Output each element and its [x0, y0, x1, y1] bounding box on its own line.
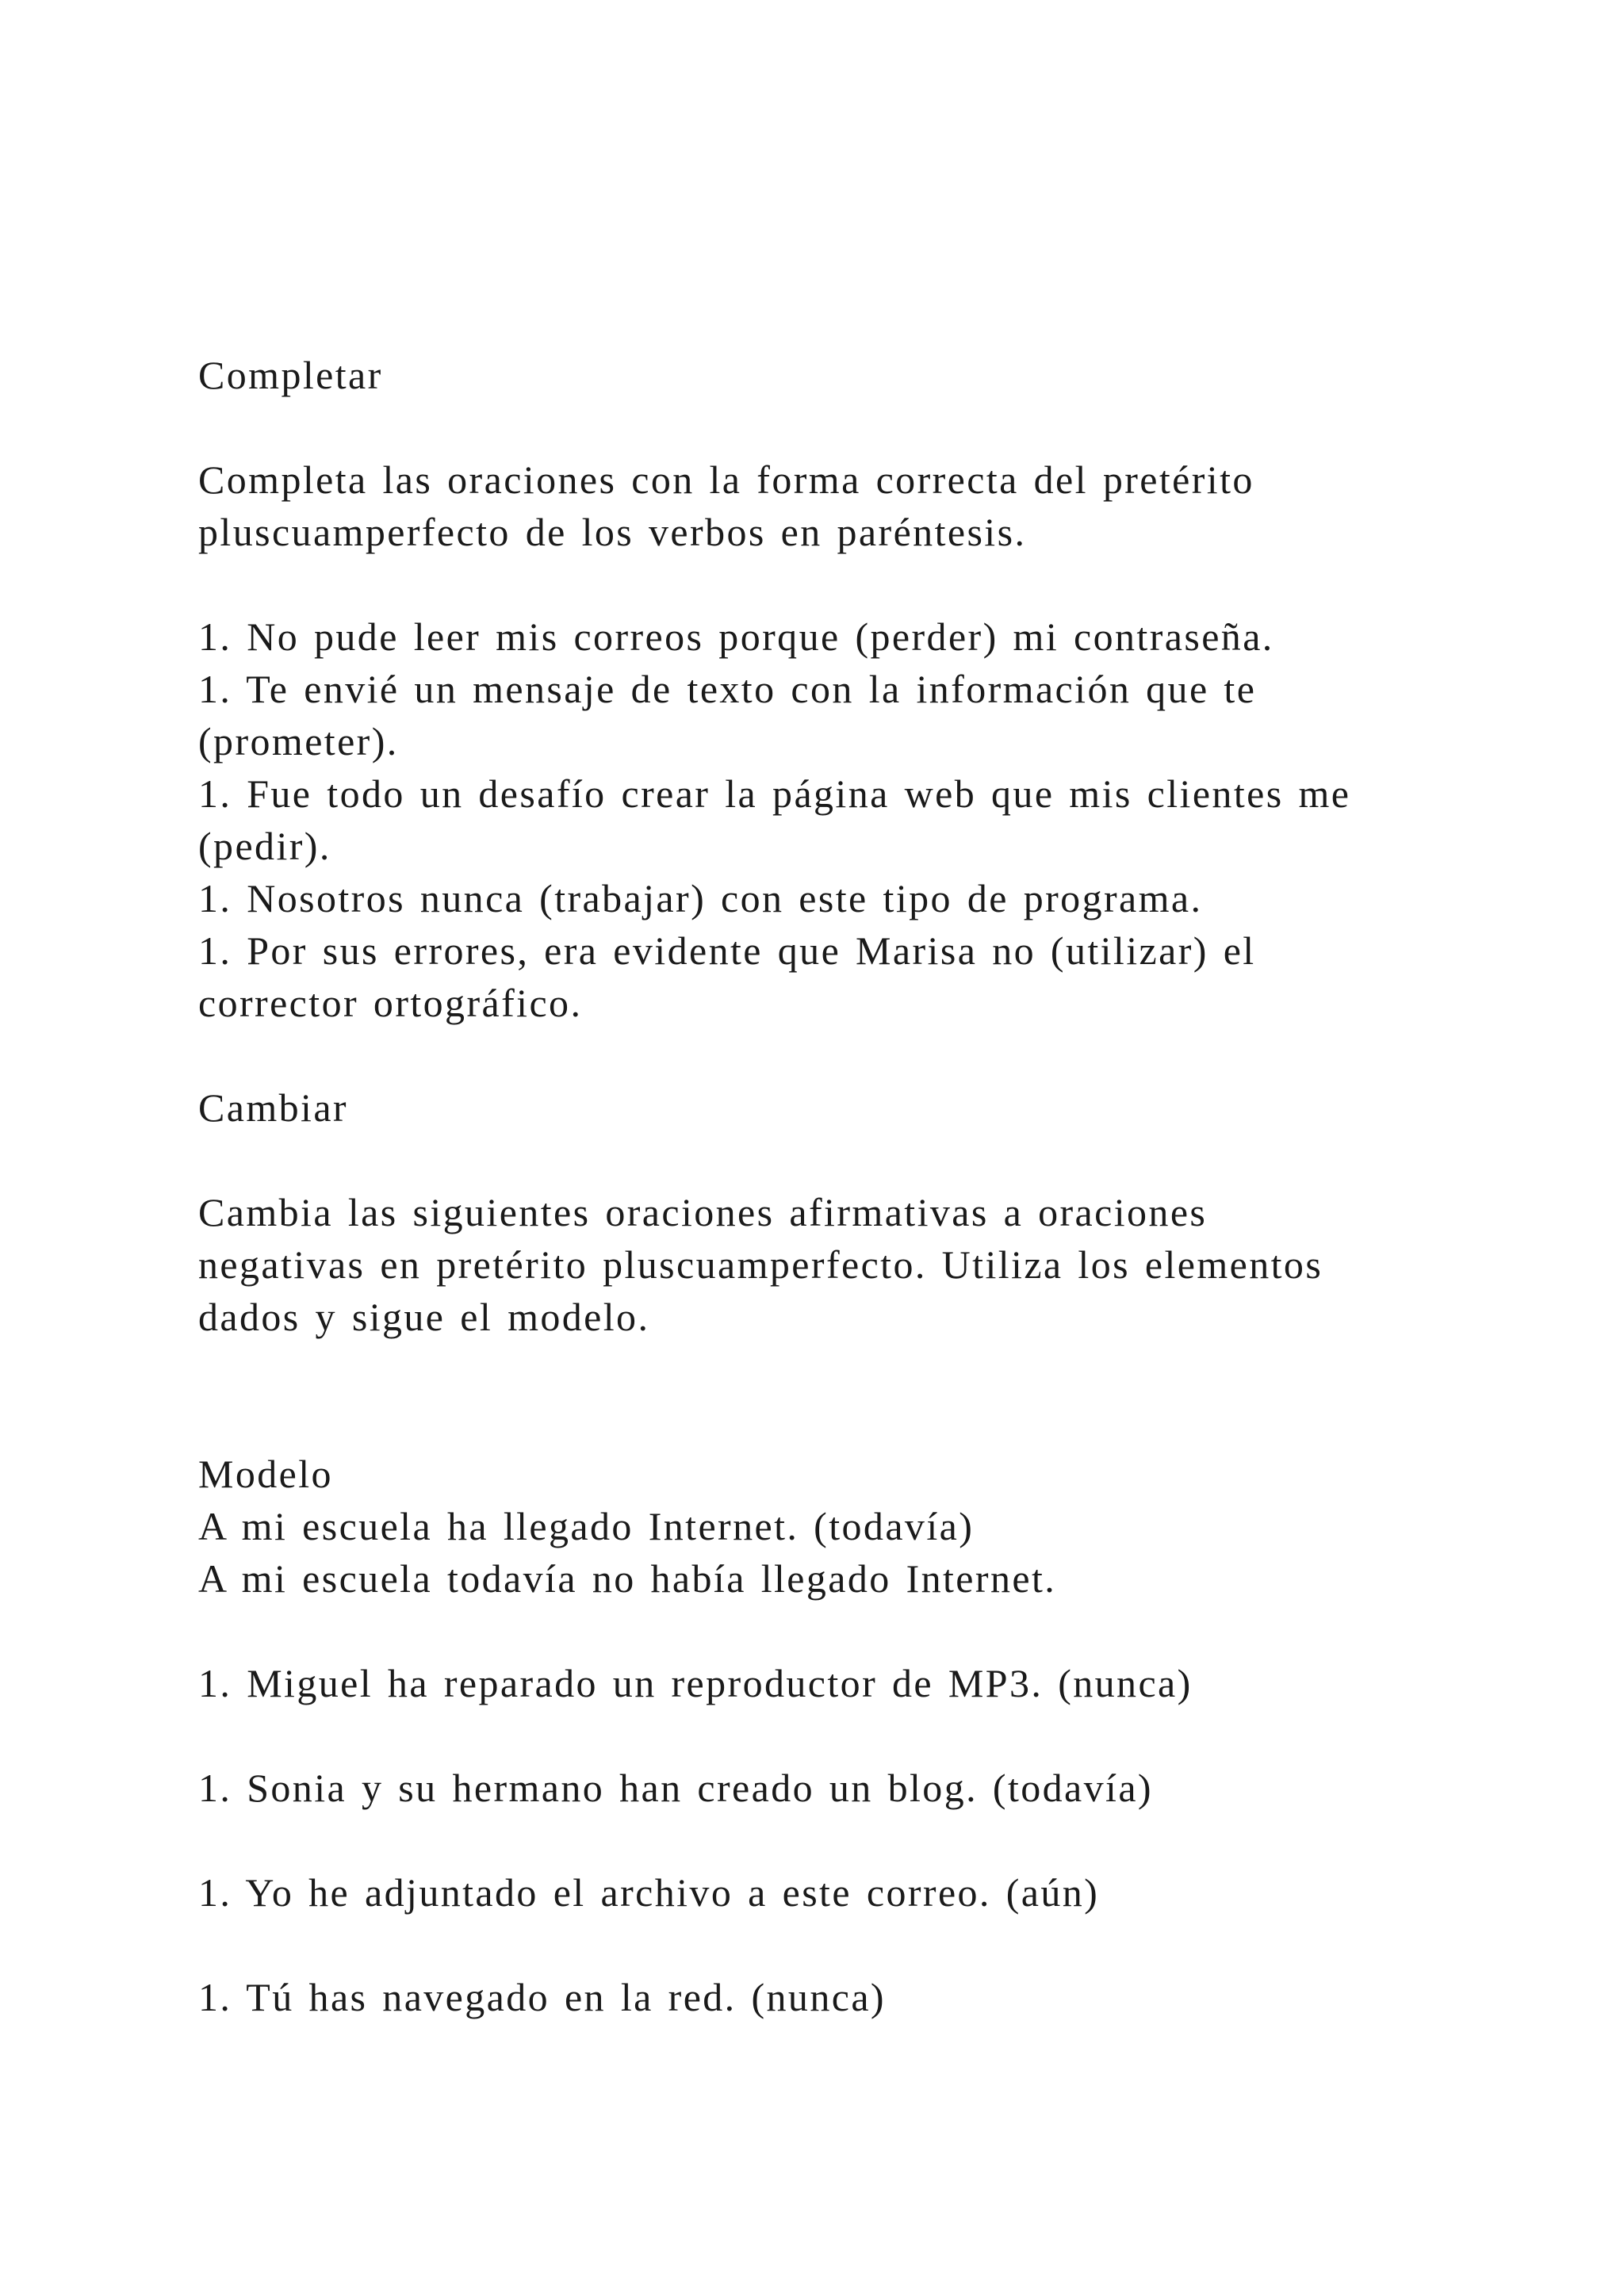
model-example: A mi escuela ha llegado Internet. (todavía) [198, 1504, 975, 1548]
instruction-line: Completa las oraciones con la forma correcta del pretérito [198, 457, 1254, 502]
exercise-item: 1. Yo he adjuntado el archivo a este correo. (aún) [198, 1870, 1100, 1915]
spacer [198, 1343, 1435, 1448]
model-label: Modelo [198, 1452, 333, 1496]
instruction-line: negativas en pretérito pluscuamperfecto. Utiliza los elementos [198, 1242, 1323, 1287]
spacer [198, 1919, 1435, 1971]
exercise-item: 1. No pude leer mis correos porque (perder) mi contraseña. [198, 614, 1274, 659]
spacer [198, 1605, 1435, 1657]
exercise-item: 1. Tú has navegado en la red. (nunca) [198, 1975, 886, 2019]
exercise-item: 1. Te envié un mensaje de texto con la información que te [198, 667, 1257, 711]
exercise-item: 1. Sonia y su hermano han creado un blog. (todavía) [198, 1766, 1153, 1810]
exercise-item: 1. Por sus errores, era evidente que Marisa no (utilizar) el [198, 928, 1256, 973]
document-body [198, 349, 1435, 2023]
spacer [198, 401, 1435, 453]
exercise-item-continuation: (pedir). [198, 824, 331, 868]
spacer [198, 1029, 1435, 1081]
instruction-line: Cambia las siguientes oraciones afirmativas a oraciones [198, 1190, 1208, 1234]
instruction-line: dados y sigue el modelo. [198, 1295, 650, 1339]
spacer [198, 1814, 1435, 1866]
section-heading-cambiar: Cambiar [198, 1085, 348, 1130]
exercise-item: 1. Fue todo un desafío crear la página web que mis clientes me [198, 771, 1351, 816]
model-answer: A mi escuela todavía no había llegado Internet. [198, 1556, 1057, 1601]
exercise-item-continuation: (prometer). [198, 719, 399, 763]
instruction-line: pluscuamperfecto de los verbos en paréntesis. [198, 510, 1027, 554]
exercise-item-continuation: corrector ortográfico. [198, 981, 583, 1025]
section-heading-completar: Completar [198, 353, 383, 397]
spacer [198, 558, 1435, 610]
spacer [198, 1134, 1435, 1186]
spacer [198, 1709, 1435, 1762]
exercise-item: 1. Nosotros nunca (trabajar) con este tipo de programa. [198, 876, 1203, 920]
exercise-item: 1. Miguel ha reparado un reproductor de MP3. (nunca) [198, 1661, 1193, 1705]
